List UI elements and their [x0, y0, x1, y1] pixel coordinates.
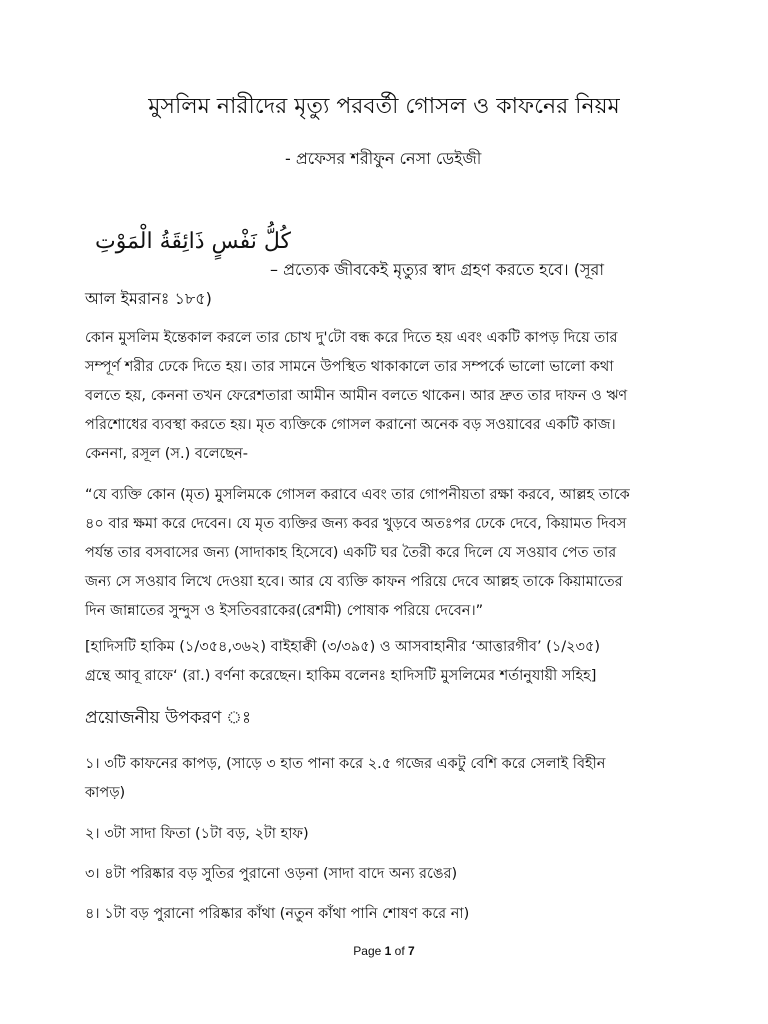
hadith-reference — [85, 633, 685, 691]
page-footer — [0, 941, 768, 961]
hadith-line: “যে ব্যক্তি কোন (মৃত) মুসলিমকে গোসল করাবে এবং তার গোপনীয়তা রক্ষা করবে, আল্লহ তাকে — [85, 487, 630, 503]
reference-line: গ্রন্থে আবূ রাফে‘ (রা.) বর্ণনা করেছেন। হাকিম বলেনঃ হাদিসটি মুসলিমের শর্তানুযায়ী সহিহ] — [85, 668, 597, 684]
page-current: 1 — [384, 944, 392, 958]
hadith-line: জন্য সে সওয়াব লিখে দেওয়া হবে। আর যে ব্যক্তি কাফন পরিয়ে দেবে আল্লহ তাকে কিয়ামাতের — [85, 574, 623, 590]
intro-line: বলতে হয়, কেননা তখন ফেরেশতারা আমীন আমীন বলতে থাকেন। আর দ্রুত তার দাফন ও ঋণ — [85, 388, 628, 404]
material-item-1: ১। ৩টি কাফনের কাপড়, (সাড়ে ৩ হাত পানা করে ২.৫ গজের একটু বেশি করে সেলাই বিহীন — [85, 756, 606, 772]
material-item-1-cont: কাপড়) — [85, 785, 126, 801]
hadith-quote — [85, 481, 685, 626]
document-title: মুসলিম নারীদের মৃত্যু পরবর্তী গোসল ও কাফনের নিয়ম — [148, 94, 620, 119]
intro-line: কেননা, রসূল (স.) বলেছেন- — [85, 446, 249, 462]
author-line: - প্রফেসর শরীফুন নেসা ডেইজী — [285, 149, 482, 168]
intro-line: সম্পূর্ণ শরীর ঢেকে দিতে হয়। তার সামনে উপস্থিত থাকাকালে তার সম্পর্কে ভালো ভালো কথা — [85, 359, 614, 375]
of-word: of — [394, 944, 405, 958]
material-item-3: ৩। ৪টা পরিষ্কার বড় সুতির পুরানো ওড়না (সাদা বাদে অন্য রঙের) — [85, 866, 458, 882]
hadith-line: পর্যন্ত তার বসবাসের জন্য (সাদাকাহ হিসেবে) একটি ঘর তৈরী করে দিলে যে সওয়াব পেত তার — [85, 545, 617, 561]
intro-paragraph — [85, 324, 685, 469]
material-item-4: ৪। ১টা বড় পুরানো পরিষ্কার কাঁথা (নতুন কাঁথা পানি শোষণ করে না) — [85, 906, 470, 922]
intro-line: পরিশোধের ব্যবস্থা করতে হয়। মৃত ব্যক্তিকে গোসল করানো অনেক বড় সওয়াবের একটি কাজ। — [85, 417, 616, 433]
arabic-verse: كُلُّ نَفْسٍ ذَائِقَةُ الْمَوْتِ — [95, 229, 291, 254]
hadith-line: ৪০ বার ক্ষমা করে দেবেন। যে মৃত ব্যক্তির জন্য কবর খুড়বে অতঃপর ঢেকে দেবে, কিয়ামত দিবস — [85, 516, 627, 532]
intro-line: কোন মুসলিম ইন্তেকাল করলে তার চোখ দু'টো বন্ধ করে দিতে হয় এবং একটি কাপড় দিয়ে তার — [85, 330, 618, 346]
reference-line: [হাদিসটি হাকিম (১/৩৫৪,৩৬২) বাইহাক্বী (৩/৩৯৫) ও আসবাহানীর ‘আত্তারগীব’ (১/২৩৫) — [85, 639, 601, 655]
materials-heading: প্রয়োজনীয় উপকরণ ঃ — [85, 708, 252, 728]
hadith-line: দিন জান্নাতের সুন্দুস ও ইসতিবরাকের(রেশমী) পোষাক পরিয়ে দেবেন।” — [85, 603, 484, 619]
page-word: Page — [353, 944, 382, 958]
page-total: 7 — [408, 944, 415, 958]
material-item-2: ২। ৩টা সাদা ফিতা (১টা বড়, ২টা হাফ) — [85, 826, 309, 842]
verse-translation-line2: আল ইমরানঃ ১৮৫) — [85, 289, 212, 308]
verse-translation-line1: – প্রত্যেক জীবকেই মৃত্যুর স্বাদ গ্রহণ করতে হবে। (সূরা — [270, 260, 604, 279]
